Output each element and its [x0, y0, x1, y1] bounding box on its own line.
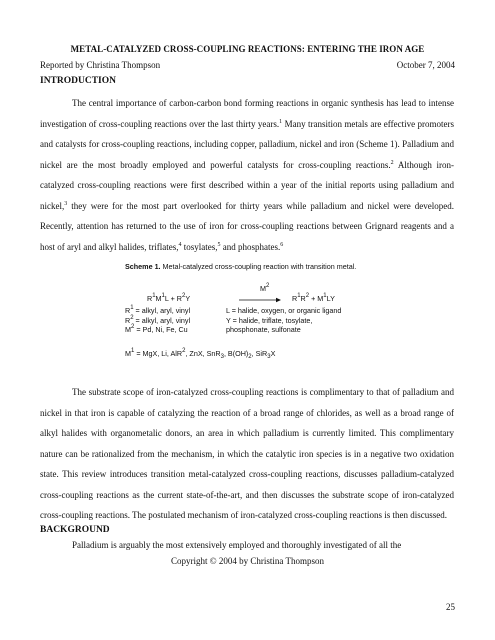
catalyst-label: $M^2$	[260, 283, 270, 293]
scheme-caption	[125, 262, 356, 271]
scheme-caption-text: Metal-catalyzed cross-coupling reaction with transition metal.	[160, 262, 357, 271]
definition-y: Y = halide, triflate, tosylate,	[226, 315, 313, 325]
background-paragraph	[40, 535, 454, 556]
background-heading: BACKGROUND	[40, 525, 110, 535]
scheme-definitions-right	[226, 306, 341, 335]
paper-title: METAL-CATALYZED CROSS-COUPLING REACTIONS: ENTERING THE IRON AGE	[70, 44, 425, 54]
definition-m2: $M^2 = Pd$, Ni, Fe, Cu	[125, 324, 188, 334]
intro-text: tosylates,	[181, 241, 218, 252]
citation: 1	[279, 118, 283, 125]
scope-text: The substrate scope of iron-catalyzed cross-coupling reactions is complimentary to that of palladium and nickel in that iron is capable of catalyzing the reaction of a broad range of chlorides, as well as a broad range of alkyl halides with organometalic donors, an area in which palladium is currently limited. This complimentary nature can be rationalized from the mechanism, in which the catalytic iron species is in a negative two oxidation state. This review introduces transition metal-catalyzed cross-coupling reactions, discusses palladium-catalyzed cross-coupling reactions as the current state-of-the-art, and then discusses the substrate scope of iron-catalyzed cross-coupling reactions. The postulated mechanism of iron-catalyzed cross-coupling reactions is then discussed.	[40, 387, 454, 520]
byline	[40, 60, 455, 70]
reactants: $R^1M^1L + R^2Y$	[147, 293, 191, 303]
intro-text: and phosphates.	[220, 241, 281, 252]
reaction-equation	[147, 284, 387, 306]
definition-m1: $M^1$ = MgX, Li, AlR$^2$, ZnX, SnR$_3$, $B(OH)_2$, SiR$_3$X	[125, 348, 276, 360]
copyright-notice: Copyright © 2004 by Christina Thompson	[171, 556, 324, 566]
citation: 2	[390, 159, 394, 166]
definition-r2: $R^2$ = alkyl, aryl, vinyl	[125, 314, 191, 325]
intro-text: Many transition metals are effective promoters and catalysts for cross-coupling reactions, including copper, palladium, nickel and iron (Scheme 1). Palladium and nickel are the most broadly employed and powerful catalysts for cross-coupling reactions.	[40, 118, 455, 170]
citation: 5	[217, 241, 221, 248]
reaction-arrow-icon	[239, 297, 281, 303]
scheme-definitions-left	[125, 306, 190, 335]
intro-text: they were for the most part overlooked for thirty years while palladium and nickel were developed. Recently, attention has returned to the use of iron for cross-coupling reactions between Grignard reagents and a host of aryl and alkyl halides, triflates,	[40, 200, 454, 252]
page-number: 25	[446, 602, 455, 612]
products: $R^1R^2 + M^1LY$	[292, 293, 335, 303]
citation: 4	[178, 241, 182, 248]
scope-paragraph	[40, 382, 454, 526]
background-text: Palladium is arguably the most extensively employed and thoroughly investigated of all the	[72, 540, 402, 550]
citation: 6	[280, 241, 284, 248]
author: Reported by Christina Thompson	[40, 60, 161, 70]
definition-y-cont: phosphonate, sulfonate	[226, 325, 301, 334]
intro-text: The central importance of carbon-carbon bond forming reactions in organic synthesis has lead to intense investigation of cross-coupling reactions over the last thirty years.	[40, 98, 454, 129]
introduction-heading: INTRODUCTION	[40, 76, 117, 86]
intro-text: Although iron-catalyzed cross-coupling reactions were first described within a year of the initial reports using palladium and nickel,	[40, 159, 454, 211]
citation: 3	[64, 200, 68, 207]
definition-l: L = halide, oxygen, or organic ligand	[226, 306, 342, 315]
report-date: October 7, 2004	[396, 60, 455, 70]
scheme-1	[125, 262, 395, 362]
introduction-paragraph	[40, 93, 454, 257]
scheme-label: Scheme 1.	[125, 262, 161, 271]
definition-r1: $R^1$ = alkyl, aryl, vinyl	[125, 305, 191, 315]
